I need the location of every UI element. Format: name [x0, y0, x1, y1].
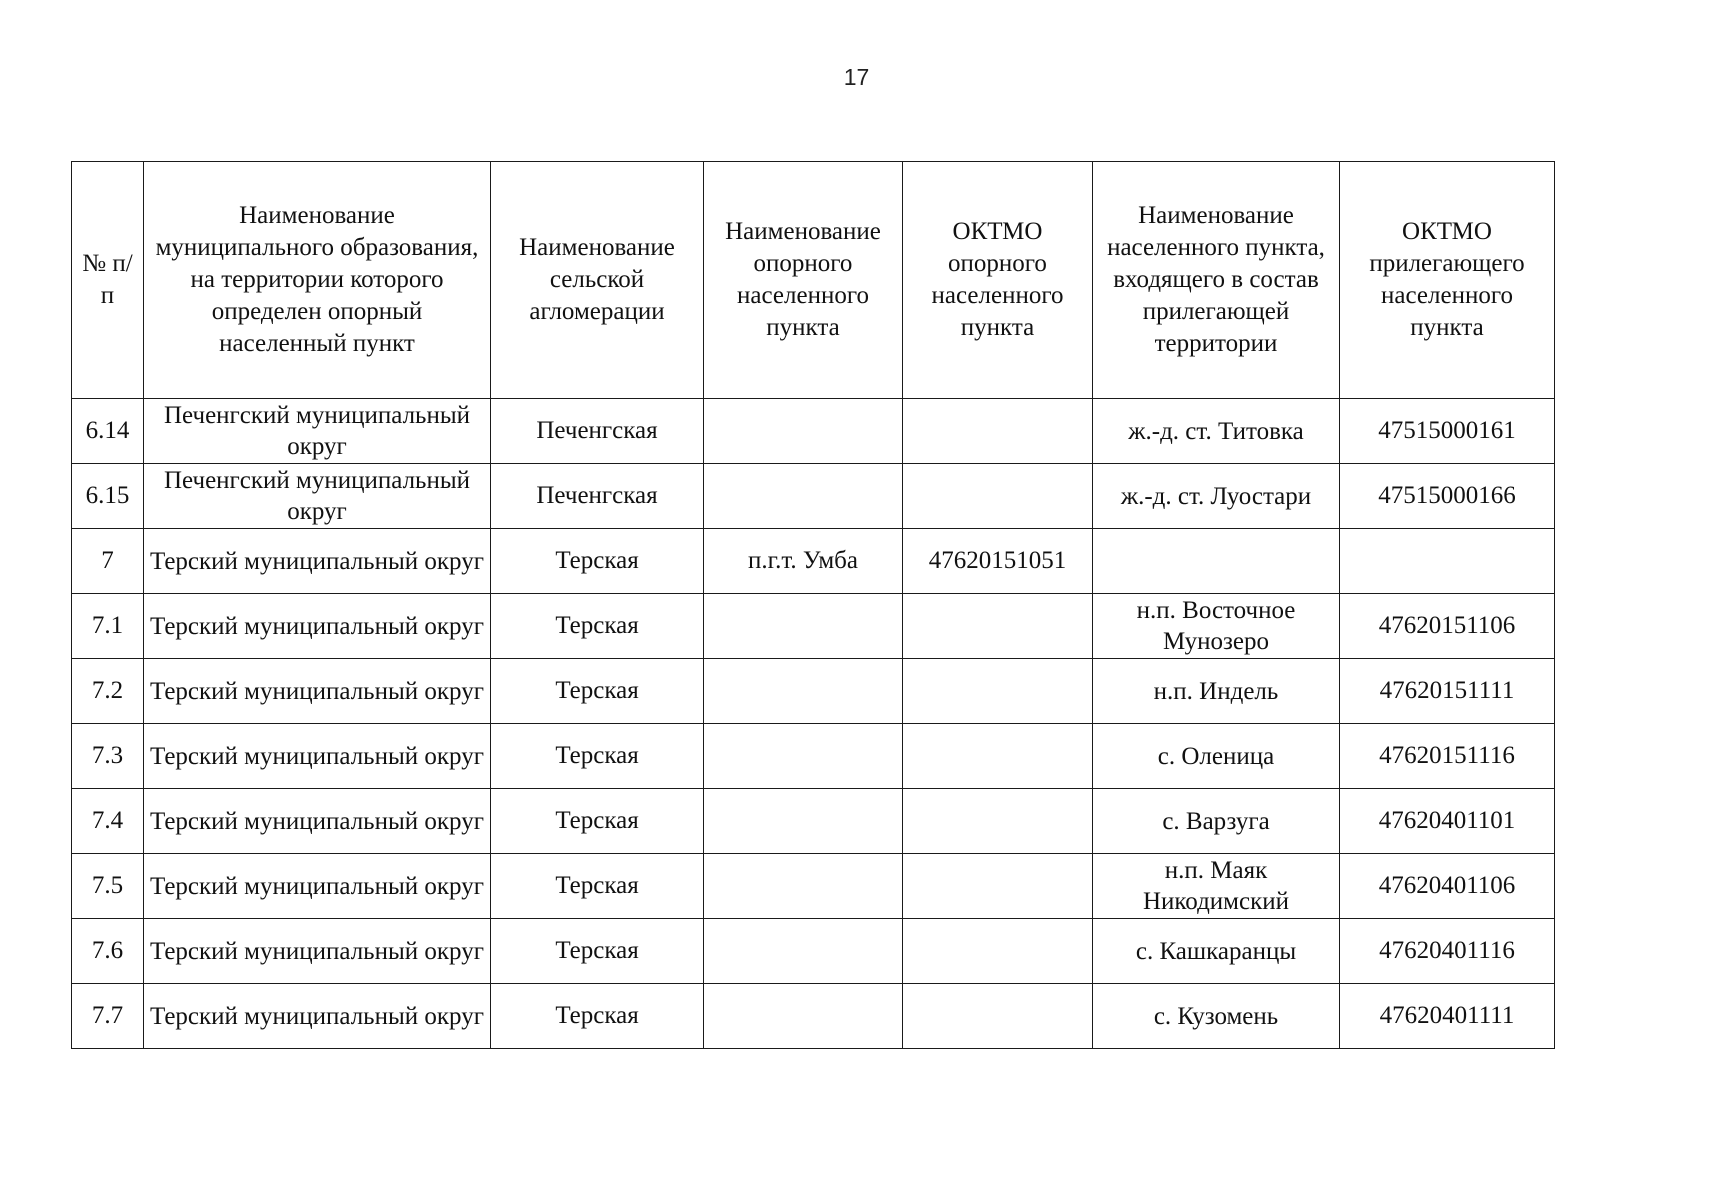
cell-number: 7	[72, 529, 144, 594]
cell-support-oktmo	[903, 594, 1093, 659]
cell-municipality: Печенгский муниципальный округ	[144, 464, 491, 529]
cell-agglomeration: Терская	[491, 724, 704, 789]
header-support-settlement: Наименование опорного населенного пункта	[704, 162, 903, 399]
cell-agglomeration: Терская	[491, 984, 704, 1049]
cell-agglomeration: Терская	[491, 594, 704, 659]
cell-adjacent-oktmo: 47620401116	[1340, 919, 1555, 984]
cell-support-settlement	[704, 789, 903, 854]
cell-support-oktmo	[903, 854, 1093, 919]
cell-adjacent-settlement: с. Кузомень	[1093, 984, 1340, 1049]
cell-adjacent-oktmo: 47620151111	[1340, 659, 1555, 724]
cell-municipality: Терский муниципальный округ	[144, 529, 491, 594]
table-row	[72, 529, 1555, 594]
cell-support-oktmo: 47620151051	[903, 529, 1093, 594]
cell-support-settlement	[704, 724, 903, 789]
cell-adjacent-oktmo	[1340, 529, 1555, 594]
header-number: № п/п	[72, 162, 144, 399]
cell-municipality: Печенгский муниципальный округ	[144, 399, 491, 464]
cell-adjacent-settlement: с. Варзуга	[1093, 789, 1340, 854]
table-body	[72, 399, 1555, 1049]
cell-adjacent-oktmo: 47620151106	[1340, 594, 1555, 659]
table-row	[72, 919, 1555, 984]
cell-support-oktmo	[903, 984, 1093, 1049]
cell-adjacent-oktmo: 47515000166	[1340, 464, 1555, 529]
cell-municipality: Терский муниципальный округ	[144, 789, 491, 854]
cell-municipality: Терский муниципальный округ	[144, 919, 491, 984]
cell-support-settlement	[704, 919, 903, 984]
table-row	[72, 789, 1555, 854]
cell-adjacent-oktmo: 47620401106	[1340, 854, 1555, 919]
cell-support-oktmo	[903, 919, 1093, 984]
table-row	[72, 594, 1555, 659]
cell-support-settlement: п.г.т. Умба	[704, 529, 903, 594]
cell-support-settlement	[704, 659, 903, 724]
cell-adjacent-oktmo: 47620401111	[1340, 984, 1555, 1049]
cell-support-settlement	[704, 464, 903, 529]
cell-agglomeration: Печенгская	[491, 399, 704, 464]
table-row	[72, 854, 1555, 919]
header-support-oktmo: ОКТМО опорного населенного пункта	[903, 162, 1093, 399]
cell-municipality: Терский муниципальный округ	[144, 659, 491, 724]
cell-adjacent-settlement: ж.-д. ст. Луостари	[1093, 464, 1340, 529]
cell-adjacent-settlement: с. Кашкаранцы	[1093, 919, 1340, 984]
header-adjacent-settlement: Наименование населенного пункта, входящего в состав прилегающей территории	[1093, 162, 1340, 399]
table-row	[72, 464, 1555, 529]
cell-support-oktmo	[903, 659, 1093, 724]
cell-adjacent-oktmo: 47515000161	[1340, 399, 1555, 464]
cell-municipality: Терский муниципальный округ	[144, 594, 491, 659]
cell-agglomeration: Терская	[491, 659, 704, 724]
cell-support-oktmo	[903, 464, 1093, 529]
page-number: 17	[843, 64, 870, 90]
cell-number: 7.6	[72, 919, 144, 984]
cell-support-oktmo	[903, 724, 1093, 789]
cell-number: 7.1	[72, 594, 144, 659]
cell-municipality: Терский муниципальный округ	[144, 724, 491, 789]
cell-adjacent-oktmo: 47620401101	[1340, 789, 1555, 854]
cell-support-settlement	[704, 984, 903, 1049]
cell-number: 7.3	[72, 724, 144, 789]
cell-number: 7.4	[72, 789, 144, 854]
header-municipality: Наименование муниципального образования, на территории которого определен опорный населенный пункт	[144, 162, 491, 399]
cell-number: 7.2	[72, 659, 144, 724]
cell-agglomeration: Печенгская	[491, 464, 704, 529]
header-adjacent-oktmo: ОКТМО прилегающего населенного пункта	[1340, 162, 1555, 399]
settlements-table	[71, 161, 1555, 1049]
header-agglomeration: Наименование сельской агломерации	[491, 162, 704, 399]
cell-agglomeration: Терская	[491, 529, 704, 594]
table-row	[72, 724, 1555, 789]
cell-adjacent-settlement: н.п. Индель	[1093, 659, 1340, 724]
table-row	[72, 659, 1555, 724]
cell-support-settlement	[704, 399, 903, 464]
header-row	[72, 162, 1555, 399]
cell-agglomeration: Терская	[491, 854, 704, 919]
cell-adjacent-settlement: с. Оленица	[1093, 724, 1340, 789]
cell-number: 6.14	[72, 399, 144, 464]
cell-municipality: Терский муниципальный округ	[144, 854, 491, 919]
cell-support-oktmo	[903, 399, 1093, 464]
cell-adjacent-settlement: ж.-д. ст. Титовка	[1093, 399, 1340, 464]
cell-adjacent-oktmo: 47620151116	[1340, 724, 1555, 789]
table-row	[72, 399, 1555, 464]
table-row	[72, 984, 1555, 1049]
cell-support-settlement	[704, 594, 903, 659]
cell-agglomeration: Терская	[491, 789, 704, 854]
cell-agglomeration: Терская	[491, 919, 704, 984]
cell-support-settlement	[704, 854, 903, 919]
cell-adjacent-settlement: н.п. Восточное Мунозеро	[1093, 594, 1340, 659]
cell-number: 6.15	[72, 464, 144, 529]
cell-adjacent-settlement: н.п. Маяк Никодимский	[1093, 854, 1340, 919]
cell-adjacent-settlement	[1093, 529, 1340, 594]
cell-number: 7.5	[72, 854, 144, 919]
cell-municipality: Терский муниципальный округ	[144, 984, 491, 1049]
cell-support-oktmo	[903, 789, 1093, 854]
table-header	[72, 162, 1555, 399]
cell-number: 7.7	[72, 984, 144, 1049]
